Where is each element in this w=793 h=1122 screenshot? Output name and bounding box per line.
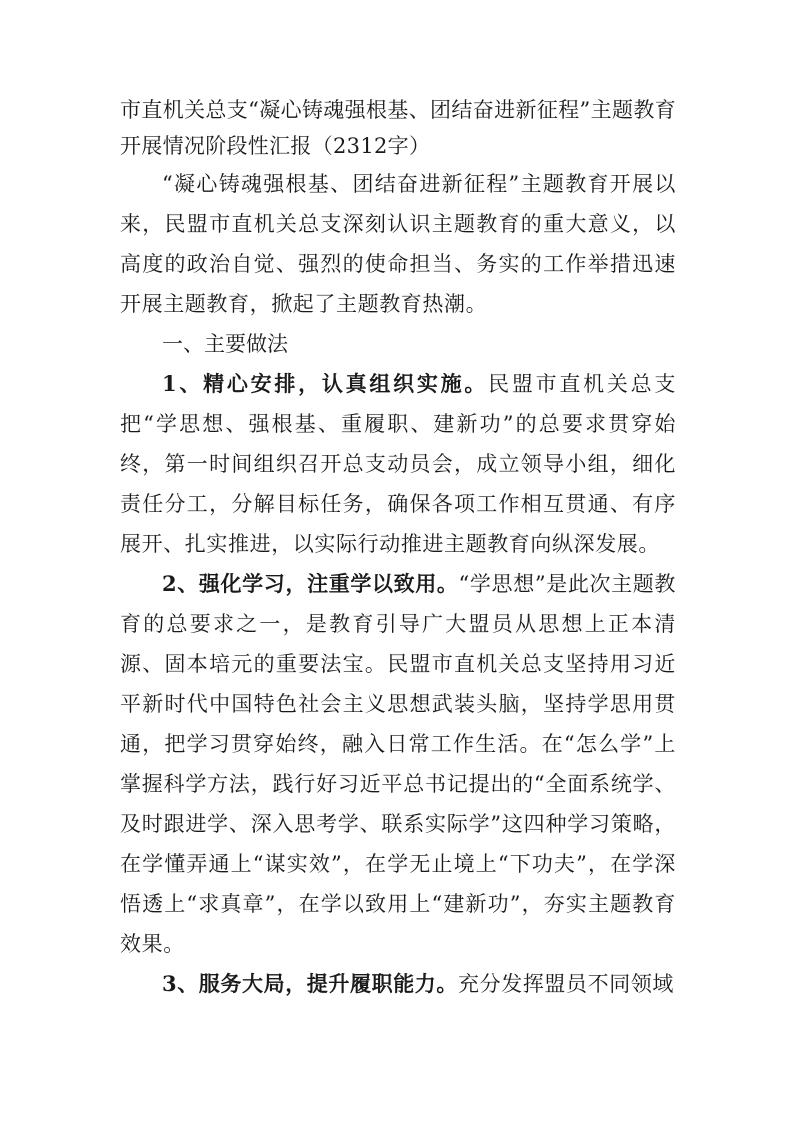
item-paragraph-2 [120, 564, 676, 964]
document-page [120, 92, 676, 1004]
item-lead: 2、强化学习，注重学以致用。 [162, 571, 459, 596]
item-lead: 1、精心安排，认真组织实施。 [162, 371, 489, 396]
item-paragraph-3 [120, 964, 676, 1004]
section-heading: 一、主要做法 [162, 332, 288, 356]
item-body: 民盟市直机关总支把“学思想、强根基、重履职、建新功”的总要求贯穿始终，第一时间组织召开总支动员会，成立领导小组，细化责任分工，分解目标任务，确保各项工作相互贯通、有序展开、扎实推进，以实际行动推进主题教育向纵深发展。 [120, 372, 676, 556]
item-body: “学思想”是此次主题教育的总要求之一，是教育引导广大盟员从思想上正本清源、固本培元的重要法宝。民盟市直机关总支坚持用习近平新时代中国特色社会主义思想武装头脑，坚持学思用贯通，把学习贯穿始终，融入日常工作生活。在“怎么学”上掌握科学方法，践行好习近平总书记提出的“全面系统学、及时跟进学、深入思考学、联系实际学”这四种学习策略，在学懂弄通上“谋实效”，在学无止境上“下功夫”，在学深悟透上“求真章”，在学以致用上“建新功”，夯实主题教育效果。 [120, 572, 676, 956]
item-lead: 3、服务大局，提升履职能力。 [162, 971, 459, 996]
document-title: 市直机关总支“凝心铸魂强根基、团结奋进新征程”主题教育开展情况阶段性汇报（2312字） [120, 98, 676, 158]
intro-paragraph: “凝心铸魂强根基、团结奋进新征程”主题教育开展以来，民盟市直机关总支深刻认识主题教育的重大意义，以高度的政治自觉、强烈的使命担当、务实的工作举措迅速开展主题教育，掀起了主题教育热潮。 [120, 172, 676, 316]
item-body: 充分发挥盟员不同领域 [458, 972, 675, 996]
item-paragraph-1 [120, 364, 676, 564]
